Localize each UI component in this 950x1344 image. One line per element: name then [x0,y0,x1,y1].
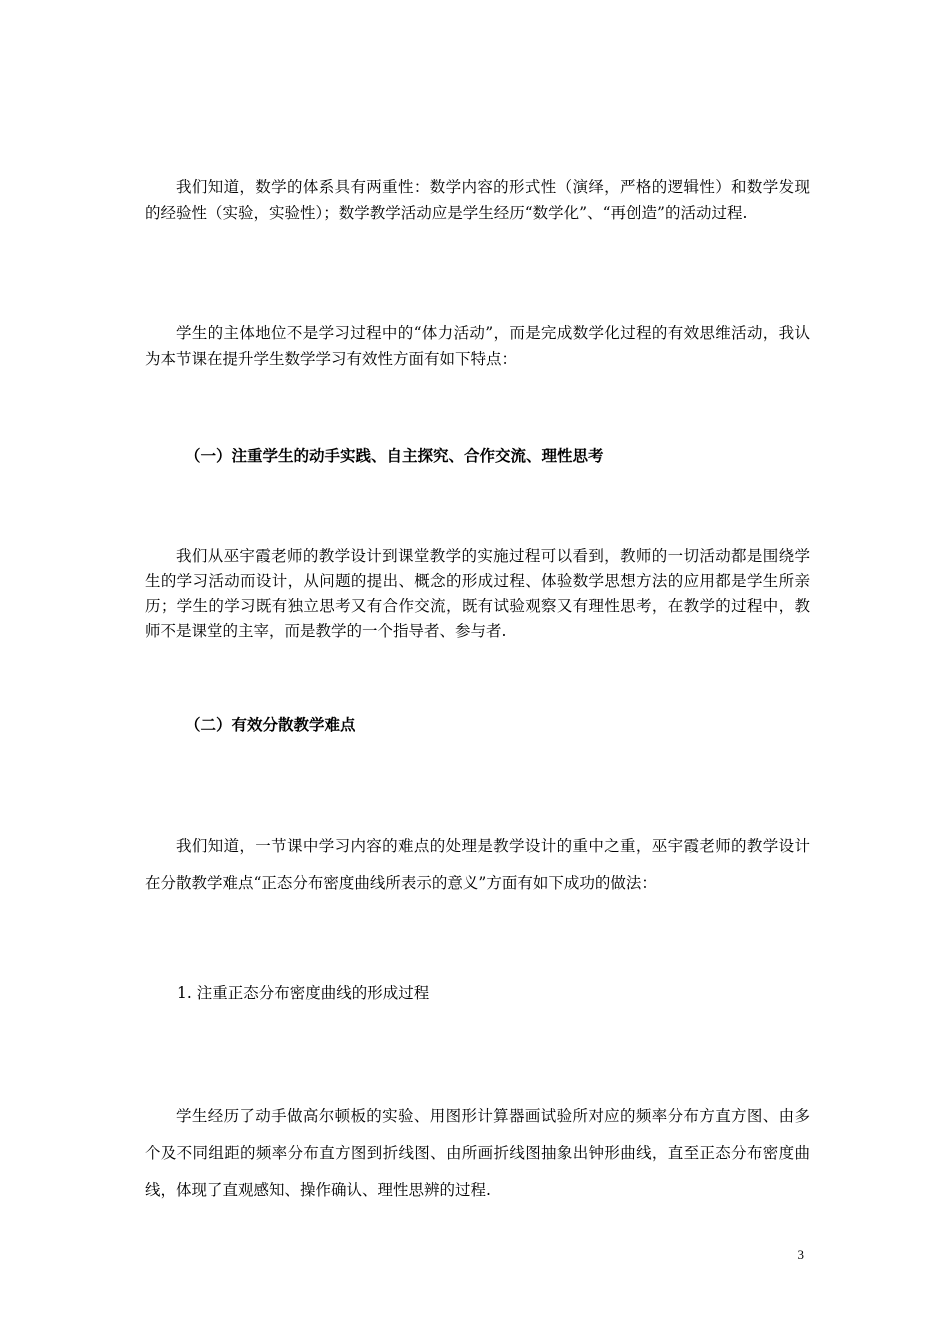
paragraph-difficulty: 我们知道，一节课中学习内容的难点的处理是教学设计的重中之重，巫宇霞老师的教学设计在分散教学难点“正态分布密度曲线所表示的意义”方面有如下成功的做法： [145,837,810,892]
paragraph-curve-formation: 学生经历了动手做高尔顿板的实验、用图形计算器画试验所对应的频率分布方直方图、由多个及不同组距的频率分布直方图到折线图、由所画折线图抽象出钟形曲线，直至正态分布密度曲线，体现了直观感知、操作确认、理性思辨的过程. [145,1107,810,1199]
subsection-heading-1: 1. 注重正态分布密度曲线的形成过程 [177,984,430,1002]
paragraph-teaching-design: 我们从巫宇霞老师的教学设计到课堂教学的实施过程可以看到，教师的一切活动都是围绕学生的学习活动而设计，从问题的提出、概念的形成过程、体验数学思想方法的应用都是学生所亲历；学生的学习既有独立思考又有合作交流，既有试验观察又有理性思考，在教学的过程中，教师不是课堂的主宰，而是教学的一个指导者、参与者. [145,547,810,640]
page-number: 3 [797,1247,804,1262]
section-heading-1: （一）注重学生的动手实践、自主探究、合作交流、理性思考 [185,447,604,465]
paragraph-student-role: 学生的主体地位不是学习过程中的“体力活动”，而是完成数学化过程的有效思维活动，我认为本节课在提升学生数学学习有效性方面有如下特点： [145,324,810,368]
section-heading-2: （二）有效分散教学难点 [185,716,356,734]
paragraph-math-duality: 我们知道，数学的体系具有两重性：数学内容的形式性（演绎，严格的逻辑性）和数学发现的经验性（实验，实验性）；数学教学活动应是学生经历“数学化”、“再创造”的活动过程. [145,178,810,222]
